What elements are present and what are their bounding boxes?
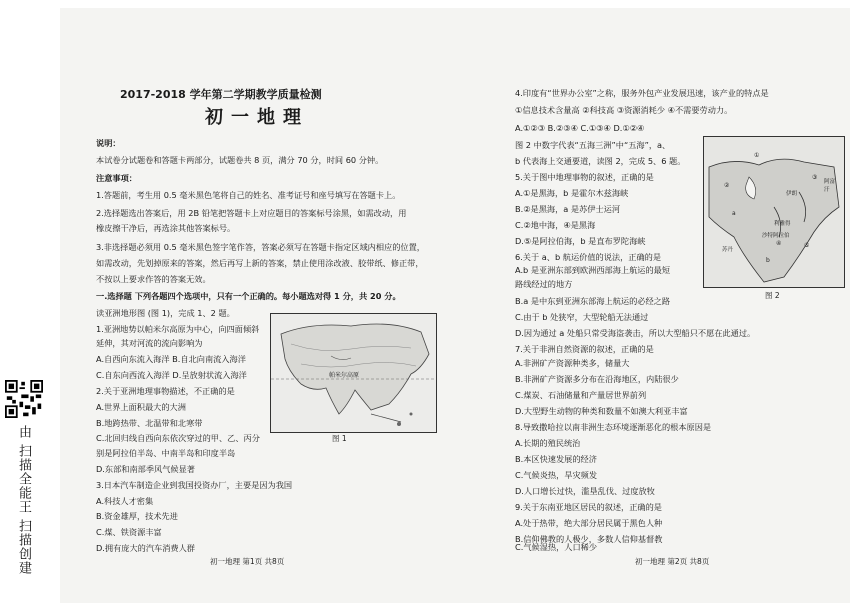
text-line: 7.关于非洲自然资源的叙述，正确的是 [515,344,654,354]
scanner-watermark-text: 由 扫描全能王 扫描创建 [16,425,31,576]
text-line: A.非洲矿产资源种类多，储量大 [515,358,630,368]
text-line: 图 2 中数字代表“五海三洲”中“五海”，a、 [515,140,671,150]
scanner-sidebar [0,0,58,609]
text-line: D.东部和南部季风气候显著 [96,464,195,474]
text-line: 如需改动，先划掉原来的答案，然后再写上新的答案，禁止使用涂改液、胶带纸、修正带， [96,258,424,268]
text-line: 5.关于图中地理事物的叙述，正确的是 [515,172,654,182]
text-line: B.资金雄厚，技术先进 [96,511,178,521]
map-label-saudi-arabia: 沙特阿拉伯 [762,233,790,239]
middle-east-map-drawing [704,137,844,287]
map-label-pamir: 帕米尔高原 [329,372,360,379]
text-line: B.②是黑海，a 是苏伊士运河 [515,204,621,214]
text-line: A.①②③ B.②③④ C.①③④ D.①②④ [515,123,645,133]
text-line: 不按以上要求作答的答案无效。 [96,274,211,284]
text-line: C.气候炎热，旱灾频发 [515,470,598,480]
text-line: A.b 是亚洲东部到欧洲西部海上航运的最短 [515,265,671,275]
exam-title: 2017-2018 学年第二学期教学质量检测 [120,88,322,101]
text-line: A.自西向东流入海洋 B.自北向南流入海洋 [96,354,246,364]
text-line: 说明： [96,138,121,148]
text-line: C.由于 b 处狭窄，大型轮船无法通过 [515,312,649,322]
svg-text:a: a [732,210,736,217]
text-line: A.长期的殖民统治 [515,438,581,448]
text-line: 8.导致撒哈拉以南非洲生态环境逐渐恶化的根本原因是 [515,422,712,432]
text-line: D.因为通过 a 处船只常受海盗袭击，所以大型船只不愿在此通过。 [515,328,756,338]
figure-2-caption: 图 2 [765,291,780,300]
map-label-iran: 伊朗 [786,191,798,197]
text-line: 本试卷分试题卷和答题卡两部分，试题卷共 8 页，满分 70 分，时间 60 分钟。 [96,155,384,165]
text-line: b 代表海上交通要道，读图 2，完成 5、6 题。 [515,156,686,166]
text-line: A.世界上面积最大的大洲 [96,402,186,412]
text-line: D.大型野生动物的种类和数量不如澳大利亚丰富 [515,406,688,416]
figure-2-middle-east-map [703,136,845,288]
text-line: 2.关于亚洲地理事物描述，不正确的是 [96,386,235,396]
right-page-footer: 初一地理 第2页 共8页 [635,557,710,566]
left-page-footer: 初一地理 第1页 共8页 [210,557,285,566]
right-page [460,8,850,603]
text-line: C.北回归线自西向东依次穿过的甲、乙、丙分 [96,433,260,443]
svg-text:②: ② [724,182,730,189]
text-line: 读亚洲地形图 (图 1)，完成 1、2 题。 [96,308,235,318]
figure-1-asia-map [270,313,437,433]
text-line: B.a 是中东到亚洲东部海上航运的必经之路 [515,296,671,306]
text-line: C.②地中海，④是黑海 [515,220,596,230]
svg-text:④: ④ [776,240,782,247]
text-line: C.煤、铁资源丰富 [96,527,162,537]
text-line: B.非洲矿产资源多分布在沿海地区，内陆很少 [515,374,679,384]
left-page [60,8,450,603]
text-line: D.⑤是阿拉伯海，b 是直布罗陀海峡 [515,236,646,246]
svg-text:b: b [766,257,770,264]
text-line: ①信息技术含量高 ②科技高 ③资源消耗少 ④不需要劳动力。 [515,105,733,115]
text-line: C.自东向西流入海洋 D.呈放射状流入海洋 [96,370,247,380]
text-line: 1.答题前，考生用 0.5 毫米黑色笔将自己的姓名、准考证号和座号填写在答题卡上。 [96,190,401,200]
text-line: D.拥有庞大的汽车消费人群 [96,543,195,553]
map-label-afghanistan: 阿富汗 [824,179,836,193]
text-line: 3.日本汽车制造企业到我国投资办厂，主要是因为我国 [96,480,293,490]
text-line: 4.印度有“世界办公室”之称，服务外包产业发展迅速，该产业的特点是 [515,88,769,98]
subject-title: 初一地理 [205,107,309,128]
scanned-exam-sheet [60,8,850,603]
text-line: B.本区快速发展的经济 [515,454,597,464]
text-line: 1.亚洲地势以帕米尔高原为中心，向四面倾斜 [96,324,260,334]
text-line: A.处于热带，绝大部分居民属于黑色人种 [515,518,663,528]
svg-text:⑤: ⑤ [804,242,810,249]
text-line: 2.选择题选出答案后，用 2B 铅笔把答题卡上对应题目的答案标号涂黑，如需改动，用 [96,208,407,218]
text-line: B.信仰佛教的人极少，多数人信仰基督教 [515,534,663,544]
text-line: 别是阿拉伯半岛、中南半岛和印度半岛 [96,448,236,458]
qr-code-icon [5,380,43,418]
text-line: 6.关于 a、b 航运价值的说法，正确的是 [515,252,662,262]
svg-text:③: ③ [812,174,818,181]
text-line: B.地跨热带、北温带和北寒带 [96,418,203,428]
text-line: C.煤炭、石油储量和产量居世界前列 [515,390,647,400]
text-line: 橡皮擦干净后，再选涂其他答案标号。 [96,223,236,233]
text-line: A.①是黑海，b 是霍尔木兹海峡 [515,188,629,198]
text-line: D.人口增长过快，滥垦乱伐、过度放牧 [515,486,655,496]
map-label-sudan: 苏丹 [722,247,734,253]
svg-text:①: ① [754,152,760,159]
text-line: 3.非选择题必须用 0.5 毫米黑色签字笔作答，答案必须写在答题卡指定区域内相应的位置， [96,242,425,252]
text-line: A.科技人才密集 [96,496,154,506]
text-line: 注意事项： [96,173,137,183]
text-line: 延伸，其对河流的流向影响为 [96,338,203,348]
figure-1-caption: 图 1 [332,434,347,443]
text-line: 路线经过的地方 [515,279,573,289]
text-line: C.气候湿热，人口稀少 [515,542,598,552]
text-line: 一.选择题 下列各题四个选项中，只有一个正确的。每小题选对得 1 分，共 20 分。 [96,291,401,301]
text-line: 9.关于东南亚地区居民的叙述，正确的是 [515,502,662,512]
map-label-riyadh: 利雅得 [774,221,791,227]
